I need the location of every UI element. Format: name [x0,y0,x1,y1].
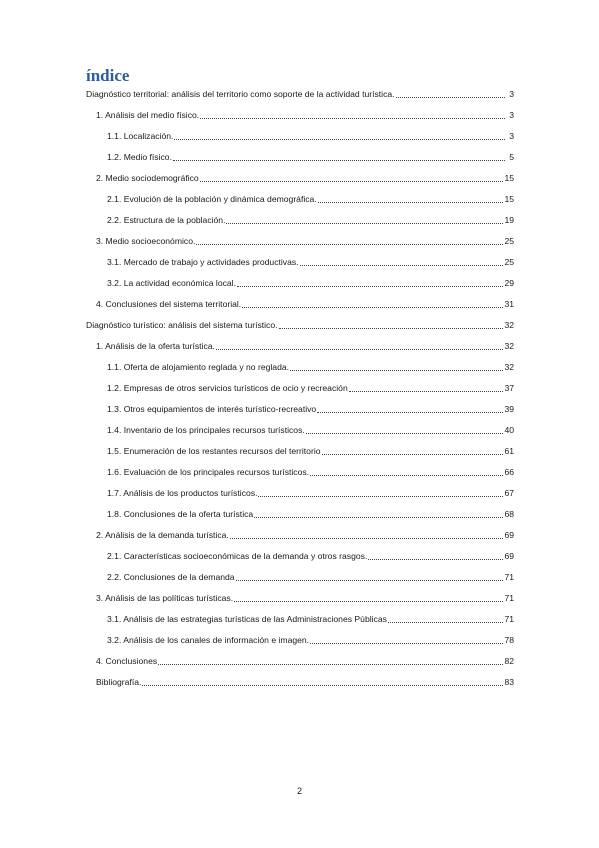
toc-entry[interactable] [107,277,514,289]
toc-entry-page: 25 [504,257,514,267]
toc-entry[interactable] [96,529,514,541]
toc-entry-page: 68 [504,509,514,519]
dot-leader [196,244,503,245]
dot-leader [310,475,503,476]
dot-leader [306,433,504,434]
toc-entry-label: Diagnóstico turístico: análisis del sistema turístico. [86,320,278,330]
dot-leader [173,160,505,161]
toc-entry-page: 69 [504,551,514,561]
toc-entry[interactable] [96,109,514,121]
toc-entry-label: Bibliografía. [96,677,142,687]
toc-entry[interactable] [107,634,514,646]
dot-leader [174,139,505,140]
toc-entry[interactable] [107,151,514,163]
dot-leader [200,118,505,119]
toc-entry-page: 32 [504,341,514,351]
toc-entry-page: 19 [504,215,514,225]
toc-entry-label: 1. Análisis del medio físico. [96,110,200,120]
dot-leader [279,328,504,329]
toc-entry[interactable] [86,319,514,331]
page-number: 2 [296,786,302,796]
toc-entry-label: 2.1. Evolución de la población y dinámica demográfica. [107,194,317,204]
toc-entry-page: 3 [509,110,514,120]
dot-leader [237,286,503,287]
toc-entry[interactable] [107,214,514,226]
toc-entry-page: 32 [504,362,514,372]
dot-leader [226,223,503,224]
toc-entry[interactable] [107,508,514,520]
toc-entry-page: 69 [504,530,514,540]
dot-leader [242,307,503,308]
toc-entry[interactable] [107,550,514,562]
dot-leader [388,622,504,623]
dot-leader [254,517,503,518]
toc-entry-label: 1.4. Inventario de los principales recursos turísticos. [107,425,305,435]
toc-entry-label: 3.1. Mercado de trabajo y actividades productivas. [107,257,299,267]
toc-entry-page: 66 [504,467,514,477]
toc-entry[interactable] [107,130,514,142]
dot-leader [234,601,503,602]
dot-leader [142,685,503,686]
dot-leader [158,664,503,665]
toc-entry-page: 67 [504,488,514,498]
toc-entry-page: 71 [504,593,514,603]
toc-entry[interactable] [96,676,514,688]
dot-leader [216,349,503,350]
toc-entry-label: 2. Medio sociodemográfico [96,173,199,183]
dot-leader [230,538,504,539]
toc-entry-label: 1. Análisis de la oferta turística. [96,341,215,351]
dot-leader [310,643,503,644]
toc-entry-label: 1.1. Localización. [107,131,174,141]
toc-entry-page: 82 [504,656,514,666]
toc-entry[interactable] [96,172,514,184]
toc-entry-page: 15 [504,173,514,183]
toc-entry-label: 2. Análisis de la demanda turística. [96,530,229,540]
toc-entry-label: 2.2. Estructura de la población. [107,215,226,225]
toc-entry[interactable] [107,487,514,499]
toc-title: índice [86,66,130,85]
dot-leader [236,580,504,581]
toc-entry[interactable] [96,298,514,310]
toc-entry[interactable] [107,613,514,625]
toc-entry[interactable] [107,193,514,205]
dot-leader [290,370,503,371]
toc-entry-page: 40 [504,425,514,435]
toc-entry-page: 3 [509,131,514,141]
toc-entry[interactable] [96,655,514,667]
toc-entry-page: 78 [504,635,514,645]
toc-entry-label: 1.7. Análisis de los productos turísticos. [107,488,258,498]
dot-leader [300,265,504,266]
toc-entry[interactable] [107,256,514,268]
toc-entry-label: 4. Conclusiones del sistema territorial. [96,299,242,309]
toc-entry[interactable] [96,235,514,247]
toc-entry[interactable] [107,466,514,478]
toc-entry-page: 61 [504,446,514,456]
dot-leader [200,181,504,182]
toc-entry-label: 2.1. Características socioeconómicas de la demanda y otros rasgos. [107,551,368,561]
toc-entry-label: 1.2. Empresas de otros servicios turísticos de ocio y recreación [107,383,348,393]
dot-leader [349,391,504,392]
toc-entry[interactable] [107,445,514,457]
toc-entry-page: 39 [504,404,514,414]
toc-entry-page: 15 [504,194,514,204]
toc-entry-page: 37 [504,383,514,393]
toc-entry-label: 2.2. Conclusiones de la demanda [107,572,235,582]
toc-entry[interactable] [96,592,514,604]
toc-entry-page: 29 [504,278,514,288]
toc-entry-label: 1.1. Oferta de alojamiento reglada y no reglada. [107,362,290,372]
toc-entry[interactable] [107,361,514,373]
dot-leader [318,202,504,203]
dot-leader [396,97,505,98]
toc-entry[interactable] [107,424,514,436]
toc-entry-page: 3 [509,89,514,99]
dot-leader [317,412,503,413]
toc-entry-label: 1.3. Otros equipamientos de interés turístico-recreativo [107,404,317,414]
toc-entry-label: 1.2. Medio físico. [107,152,172,162]
toc-entry[interactable] [96,340,514,352]
toc-entry-label: 3. Análisis de las políticas turísticas. [96,593,234,603]
dot-leader [258,496,503,497]
toc-entry-page: 71 [504,614,514,624]
toc-entry-label: 3. Medio socioeconómico. [96,236,196,246]
dot-leader [368,559,503,560]
toc-entry[interactable] [107,571,514,583]
toc-entry-page: 32 [504,320,514,330]
dot-leader [322,454,504,455]
toc-entry[interactable] [107,382,514,394]
toc-entry-label: 4. Conclusiones [96,656,158,666]
toc-entry-page: 25 [504,236,514,246]
toc-entry-label: 3.2. Análisis de los canales de información e imagen. [107,635,310,645]
toc-entry-page: 5 [509,152,514,162]
toc-entry-label: 1.8. Conclusiones de la oferta turística [107,509,254,519]
toc-entry[interactable] [107,403,514,415]
toc-entry-label: Diagnóstico territorial: análisis del territorio como soporte de la actividad turística. [86,89,395,99]
toc-entry-label: 1.5. Enumeración de los restantes recursos del territorio [107,446,321,456]
toc-entry-page: 31 [504,299,514,309]
toc-entry-label: 1.6. Evaluación de los principales recursos turísticos. [107,467,310,477]
toc-entry-page: 83 [504,677,514,687]
toc-entry-page: 71 [504,572,514,582]
toc-entry[interactable] [86,88,514,100]
toc-entry-label: 3.1. Análisis de las estrategias turísticas de las Administraciones Públicas [107,614,387,624]
toc-entry-label: 3.2. La actividad económica local. [107,278,236,288]
